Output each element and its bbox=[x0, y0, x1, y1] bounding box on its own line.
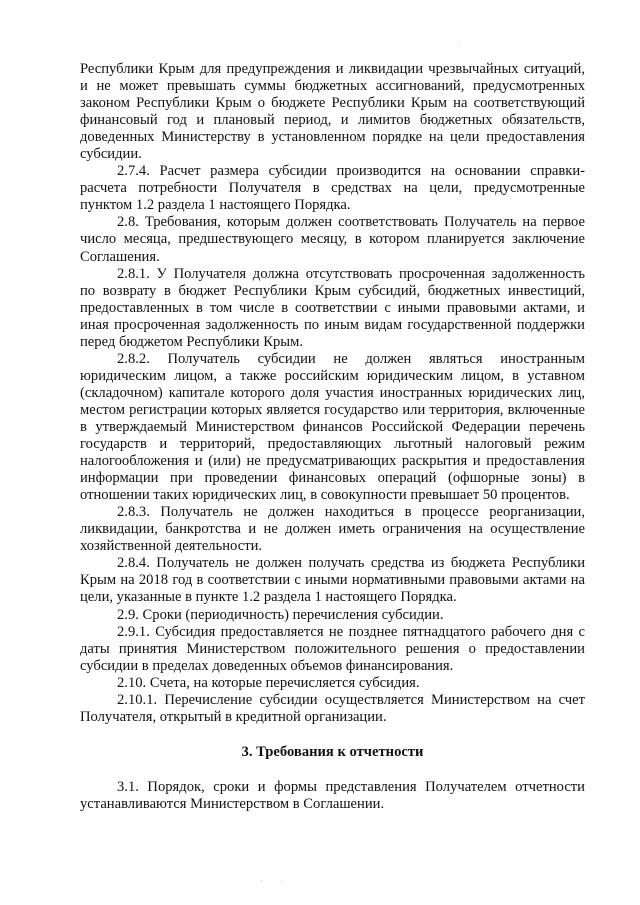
paragraph-2-8: 2.8. Требования, которым должен соответствовать Получатель на первое число месяца, предшествующего месяцу, в котором планируется заключение Соглашения. bbox=[80, 214, 585, 265]
paragraph-2-8-3: 2.8.3. Получатель не должен находиться в процессе реорганизации, ликвидации, банкротства и не должен иметь ограничения на осуществление хозяйственной деятельности. bbox=[80, 504, 585, 555]
paragraph-2-7-4: 2.7.4. Расчет размера субсидии производится на основании справки-расчета потребности Получателя в средствах на цели, предусмотренные пунктом 1.2 раздела 1 настоящего Порядка. bbox=[80, 163, 585, 214]
paragraph-2-8-2: 2.8.2. Получатель субсидии не должен являться иностранным юридическим лицом, а также российским юридическим лицом, в уставном (складочном) капитале которого доля участия иностранных юридических лиц, местом регистрации которых является государство или территория, включенные в утверждаемый Министерством финансов Российской Федерации перечень государств и территорий, предоставляющих льготный налоговый режим налогообложения и (или) не предусматривающих раскрытия и предоставления информации при проведении финансовых операций (офшорные зоны) в отношении таких юридических лиц, в совокупности превышает 50 процентов. bbox=[80, 350, 585, 504]
paragraph-2-9-1: 2.9.1. Субсидия предоставляется не позднее пятнадцатого рабочего дня с даты принятия Министерством положительного решения о предоставлении субсидии в пределах доведенных объемов финансирования. bbox=[80, 623, 585, 674]
paragraph-2-8-4: 2.8.4. Получатель не должен получать средства из бюджета Республики Крым на 2018 год в соответствии с иными нормативными правовыми актами на цели, указанные в пункте 1.2 раздела 1 настоящего Порядка. bbox=[80, 555, 585, 606]
paragraph-3-1: 3.1. Порядок, сроки и формы представления Получателем отчетности устанавливаются Министерством в Соглашении. bbox=[80, 778, 585, 812]
document-body bbox=[80, 61, 585, 813]
section-heading: 3. Требования к отчетности bbox=[241, 743, 424, 760]
scan-speck: · bbox=[260, 877, 263, 887]
scan-speck: · bbox=[458, 39, 461, 49]
paragraph-2-10-1: 2.10.1. Перечисление субсидии осуществляется Министерством на счет Получателя, открытый в кредитной организации. bbox=[80, 691, 585, 725]
paragraph-2-10: 2.10. Счета, на которые перечисляется субсидия. bbox=[117, 674, 420, 691]
paragraph-2-9: 2.9. Сроки (периодичность) перечисления субсидии. bbox=[117, 606, 444, 623]
scan-speck: · bbox=[280, 878, 283, 888]
paragraph-continuation: Республики Крым для предупреждения и ликвидации чрезвычайных ситуаций, и не может превышать суммы бюджетных ассигнований, предусмотренных законом Республики Крым о бюджете Республики Крым на соответствующий финансовый год и плановый период, и лимитов бюджетных обязательств, доведенных Министерству в установленном порядке на цели предоставления субсидии. bbox=[80, 61, 585, 163]
paragraph-2-8-1: 2.8.1. У Получателя должна отсутствовать просроченная задолженность по возврату в бюджет Республики Крым субсидий, бюджетных инвестиций, предоставленных в том числе в соответствии с иными правовыми актами, и иная просроченная задолженность по иным видам государственной поддержки перед бюджетом Республики Крым. bbox=[80, 265, 585, 350]
